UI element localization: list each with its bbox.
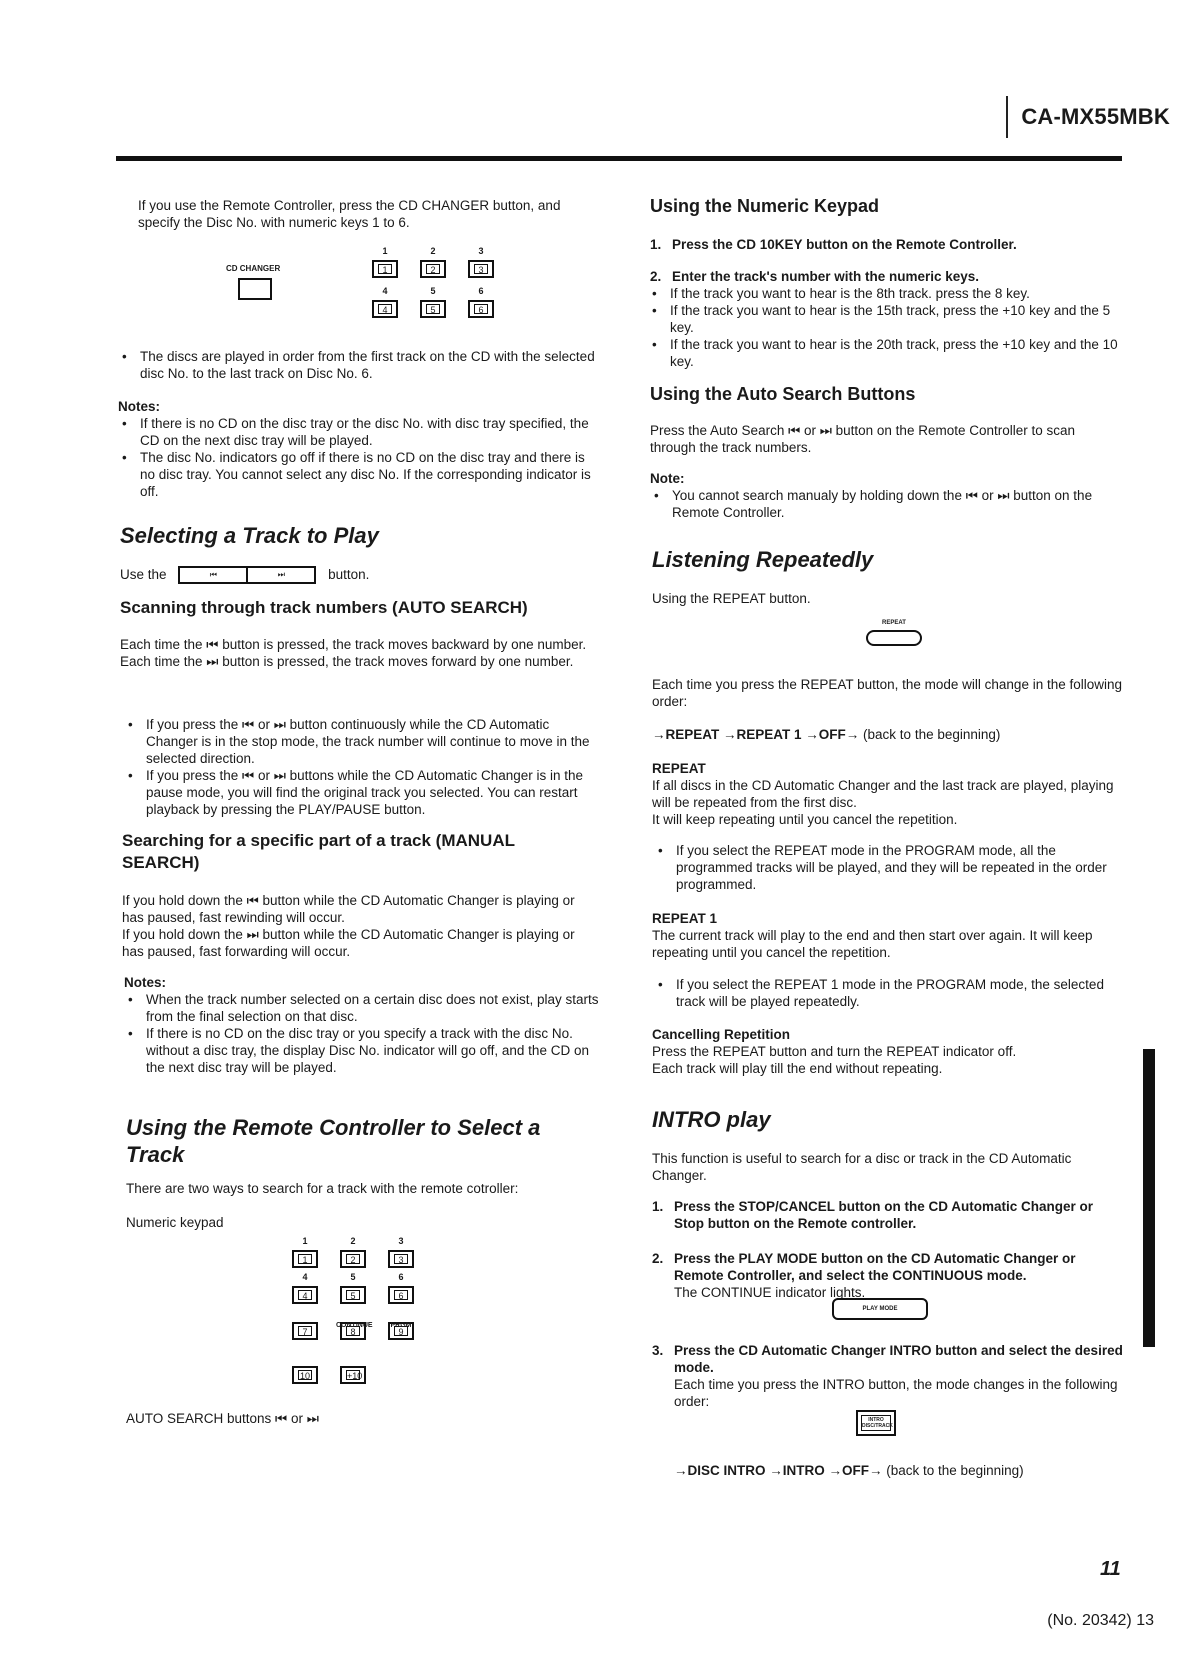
keypad-number: 4: [302, 1272, 308, 1282]
repeat-desc2: It will keep repeating until you cancel the repetition.: [652, 812, 958, 827]
manual-search-title: Searching for a specific part of a track (MANUAL SEARCH): [122, 831, 515, 872]
auto-search-p2: Each time the ⏭ button is pressed, the track moves forward by one number.: [120, 654, 574, 669]
use-the-text: Use the: [120, 567, 167, 582]
keypad-key[interactable]: 4: [292, 1286, 318, 1304]
repeat1-bullet: • If you select the REPEAT 1 mode in the PROGRAM mode, the selected track will be played repeatedly.: [654, 976, 1124, 1010]
disc-key-number: 3: [478, 246, 484, 256]
repeat-button-label: REPEAT: [882, 620, 906, 626]
margin-bar: [1143, 1049, 1155, 1347]
keypad-key[interactable]: 1: [292, 1250, 318, 1268]
disc-key-number: 2: [430, 246, 436, 256]
keypad-number: 6: [398, 1272, 404, 1282]
intro-play-title: INTRO play: [652, 1107, 771, 1132]
step2-bullet: • If the track you want to hear is the 20th track, press the +10 key and the 10 key.: [648, 336, 1124, 370]
repeat-seq-rest: (back to the beginning): [863, 727, 1001, 742]
remote-title: Using the Remote Controller to Select a Track: [126, 1115, 541, 1167]
keypad-key[interactable]: 2: [340, 1250, 366, 1268]
intro-step-2-text: Press the PLAY MODE button on the CD Automatic Changer or Remote Controller, and select the CONTINUOUS mode.: [674, 1251, 1076, 1283]
numeric-keypad-label: Numeric keypad: [126, 1215, 224, 1230]
cd-changer-button[interactable]: [238, 278, 272, 300]
intro-seq-rest: (back to the beginning): [886, 1463, 1024, 1478]
disc-key[interactable]: 4: [372, 300, 398, 318]
manual-p1: If you hold down the ⏮ button while the CD Automatic Changer is playing or has paused, fast rewinding will occur.: [122, 893, 575, 925]
step-2-text: Enter the track's number with the numeric keys.: [672, 269, 980, 284]
keypad-key[interactable]: +10: [340, 1366, 366, 1384]
auto-search-title: Scanning through track numbers (AUTO SEARCH): [120, 598, 528, 617]
intro-step-2: 2. Press the PLAY MODE button on the CD Automatic Changer or Remote Controller, and select the CONTINUOUS mode. The CONTINUE indicator lights.: [652, 1251, 1076, 1300]
disc-key-number: 4: [382, 286, 388, 296]
notes2-title: Notes:: [124, 975, 167, 990]
listening-repeatedly-title: Listening Repeatedly: [652, 547, 874, 572]
auto-bullet: • If you press the ⏮ or ⏭ button continuously while the CD Automatic Changer is in the stop mode, the track number will continue to move in the selected direction.: [124, 716, 600, 767]
model-number: CA-MX55MBK: [1021, 104, 1170, 129]
disc-key[interactable]: 5: [420, 300, 446, 318]
intro-step-3: 3. Press the CD Automatic Changer INTRO button and select the desired mode. Each time you press the INTRO button, the mode changes in the following order:: [652, 1343, 1123, 1409]
intro-button[interactable]: [856, 1410, 896, 1436]
repeat-desc1: If all discs in the CD Automatic Changer and the last track are played, playing will be repeated from the first disc.: [652, 778, 1114, 810]
repeat-seq-bold: →REPEAT →REPEAT 1 →OFF→: [652, 727, 860, 742]
select-track-title: Selecting a Track to Play: [120, 523, 379, 548]
disc-key[interactable]: 2: [420, 260, 446, 278]
keypad-number: 1: [302, 1236, 308, 1246]
header-divider: [1006, 96, 1008, 138]
button-word: button.: [328, 567, 370, 582]
keypad-number: 3: [398, 1236, 404, 1246]
repeat1-heading: REPEAT 1: [652, 911, 718, 926]
keypad-number: 5: [350, 1272, 356, 1282]
repeat1-desc: The current track will play to the end and then start over again. It will keep repeating until you cancel the repetition.: [652, 928, 1093, 960]
play-order-bullet: • The discs are played in order from the first track on the CD with the selected disc No. to the last track on Disc No. 6.: [118, 348, 600, 382]
intro-step-3-text: Press the CD Automatic Changer INTRO button and select the desired mode.: [674, 1343, 1123, 1375]
auto-search-buttons-title: Using the Auto Search Buttons: [650, 384, 916, 404]
auto-bullet: • If you press the ⏮ or ⏭ buttons while the CD Automatic Changer is in the pause mode, you will find the original track you selected. You can restart playback by pressing the PLAY/PAUSE button.: [124, 767, 600, 818]
step-1: 1. Press the CD 10KEY button on the Remote Controller.: [650, 237, 1017, 252]
remote-p: There are two ways to search for a track with the remote cotroller:: [126, 1181, 519, 1196]
disc-key[interactable]: 6: [468, 300, 494, 318]
keypad-key[interactable]: 8: [340, 1322, 366, 1340]
prgm-label: PRGM: [390, 1322, 412, 1329]
remote-keypad: [292, 1236, 432, 1386]
cd-changer-label: CD CHANGER: [226, 264, 281, 273]
repeat-button[interactable]: [866, 630, 922, 646]
note-bullet: • You cannot search manualy by holding down the ⏮ or ⏭ button on the Remote Controller.: [650, 487, 1124, 521]
step-1-text: Press the CD 10KEY button on the Remote Controller.: [672, 237, 1017, 252]
disc-key-number: 6: [478, 286, 484, 296]
cancel-heading: Cancelling Repetition: [652, 1027, 791, 1042]
intro-button-sublabel: DISC/TRACK: [862, 1423, 893, 1429]
step-2: 2. Enter the track's number with the numeric keys.: [650, 269, 980, 284]
step2-bullet: • If the track you want to hear is the 8th track. press the 8 key.: [648, 285, 1124, 302]
repeat-each: Each time you press the REPEAT button, the mode will change in the following order:: [652, 677, 1123, 709]
notes1-title: Notes:: [118, 399, 161, 414]
notes1: [118, 398, 600, 500]
repeat-bullet: • If you select the REPEAT mode in the PROGRAM mode, all the programmed tracks will be played, and they will be repeated in the order programmed.: [654, 842, 1124, 893]
keypad-key[interactable]: 9: [388, 1322, 414, 1340]
disc-key[interactable]: 1: [372, 260, 398, 278]
disc-key-number: 1: [382, 246, 388, 256]
note-title: Note:: [650, 471, 685, 486]
auto-buttons-label: AUTO SEARCH buttons ⏮ or ⏭: [126, 1411, 319, 1426]
header-rule: [116, 156, 1122, 161]
intro-button-label: INTRO: [868, 1417, 884, 1423]
numeric-keypad-title: Using the Numeric Keypad: [650, 196, 880, 216]
disc-keypad: [372, 246, 502, 326]
repeat-sequence: [652, 726, 1124, 743]
keypad-key[interactable]: 10: [292, 1366, 318, 1384]
manual-p2: If you hold down the ⏭ button while the CD Automatic Changer is playing or has paused, fast forwarding will occur.: [122, 927, 575, 959]
keypad-number: 2: [350, 1236, 356, 1246]
repeat-heading: REPEAT: [652, 761, 706, 776]
notes2-item: • When the track number selected on a certain disc does not exist, play starts from the final selection on that disc.: [124, 991, 600, 1025]
play-mode-button[interactable]: PLAY MODE: [832, 1298, 928, 1320]
intro-step-1-text: Press the STOP/CANCEL button on the CD Automatic Changer or Stop button on the Remote controller.: [674, 1199, 1094, 1231]
keypad-key[interactable]: 5: [340, 1286, 366, 1304]
keypad-key[interactable]: 3: [388, 1250, 414, 1268]
intro-seq-bold: →DISC INTRO →INTRO →OFF→: [674, 1463, 883, 1478]
intro-step-2-rest: The CONTINUE indicator lights.: [674, 1285, 866, 1300]
cancel-desc2: Each track will play till the end without repeating.: [652, 1061, 943, 1076]
skip-button-pair: [178, 566, 316, 584]
repeat-using: Using the REPEAT button.: [652, 591, 811, 606]
notes1-item: • The disc No. indicators go off if there is no CD on the disc tray and there is no disc tray. You cannot select any disc No. If the corresponding indicator is off.: [118, 449, 600, 500]
skip-forward-button[interactable]: ⏭: [277, 570, 285, 580]
cancel-desc1: Press the REPEAT button and turn the REPEAT indicator off.: [652, 1044, 1017, 1059]
skip-back-button[interactable]: ⏮: [180, 568, 248, 582]
intro-sequence: [674, 1462, 1124, 1479]
keypad-key[interactable]: 7: [292, 1322, 318, 1340]
keypad-key[interactable]: 6: [388, 1286, 414, 1304]
intro-play-p: This function is useful to search for a disc or track in the CD Automatic Changer.: [652, 1151, 1072, 1183]
disc-key[interactable]: 3: [468, 260, 494, 278]
doc-number: (No. 20342) 13: [1047, 1612, 1154, 1629]
use-the-line: [120, 566, 520, 586]
intro-text: If you use the Remote Controller, press the CD CHANGER button, and specify the Disc No. with numeric keys 1 to 6.: [138, 198, 561, 230]
auto-search-p1: Each time the ⏮ button is pressed, the track moves backward by one number.: [120, 637, 587, 652]
step2-bullet: • If the track you want to hear is the 15th track, press the +10 key and the 5 key.: [648, 302, 1124, 336]
continue-label: CONTINUE: [336, 1322, 373, 1329]
intro-step-1: 1. Press the STOP/CANCEL button on the CD Automatic Changer or Stop button on the Remote controller.: [652, 1199, 1094, 1231]
disc-key-number: 5: [430, 286, 436, 296]
auto-search-p: Press the Auto Search ⏮ or ⏭ button on the Remote Controller to scan through the track numbers.: [650, 423, 1076, 455]
intro-step-3-rest: Each time you press the INTRO button, the mode changes in the following order:: [674, 1377, 1118, 1409]
page-number: 11: [1100, 1558, 1121, 1580]
notes2-item: • If there is no CD on the disc tray or you specify a track with the disc No. without a disc tray, the display Disc No. indicator will go off, and the CD on the next disc tray will be played.: [124, 1025, 600, 1076]
notes1-item: • If there is no CD on the disc tray or the disc No. with disc tray specified, the CD on the next disc tray will be played.: [118, 415, 600, 449]
